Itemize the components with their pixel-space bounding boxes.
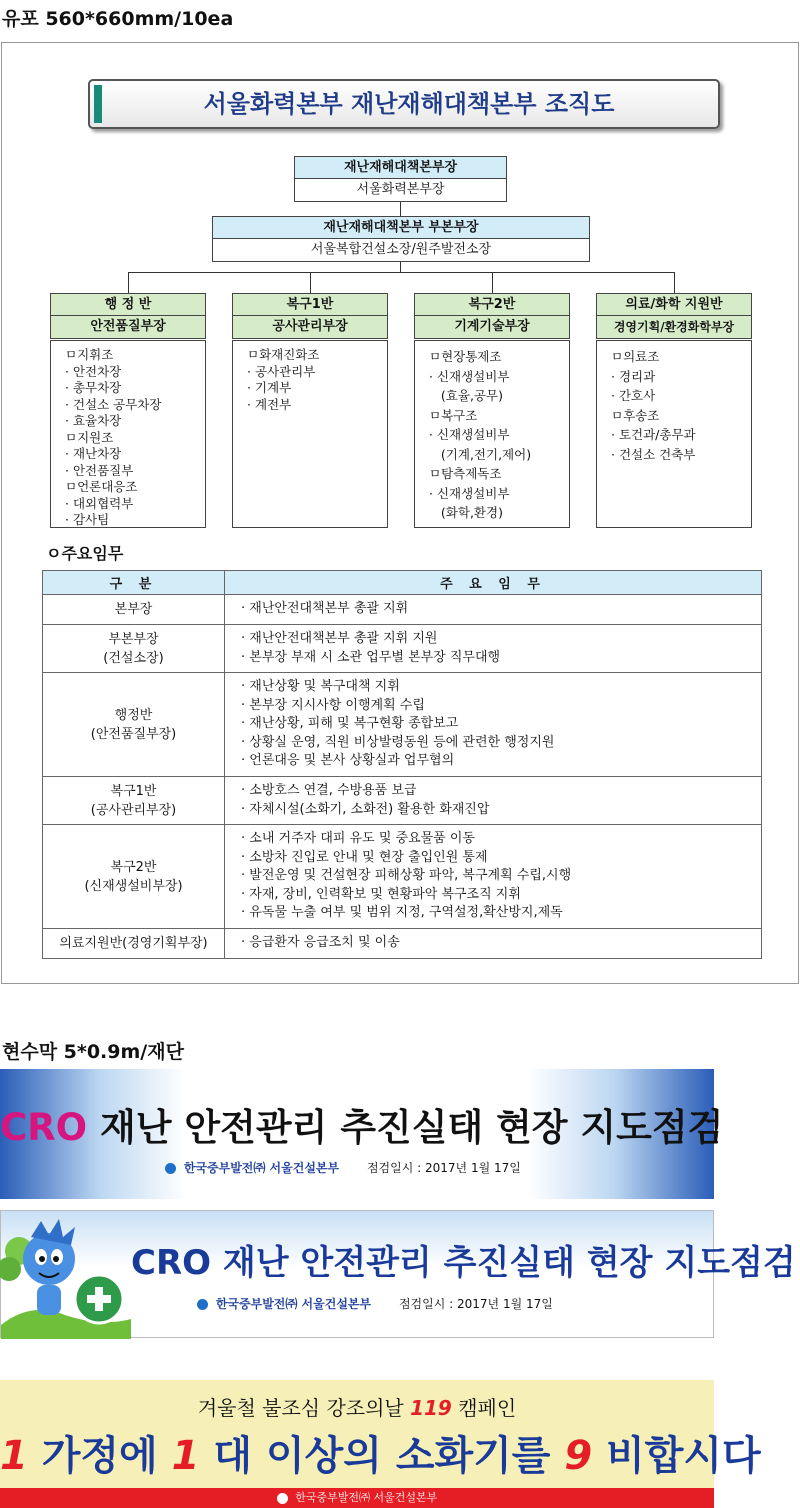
team-box-recovery2 xyxy=(414,293,570,339)
team-dept: 공사관리부장 xyxy=(233,316,387,338)
duty-item: · 상황실 운영, 직원 비상발령동원 등에 관련한 행정지원 xyxy=(241,734,555,750)
duty-item: · 본부장 부재 시 소관 업무별 본부장 직무대행 xyxy=(241,649,501,665)
team-box-recovery1 xyxy=(232,293,388,339)
duty-item: · 유독물 누출 여부 및 범위 지정, 구역설정,확산방지,제독 xyxy=(241,905,563,921)
connector-line xyxy=(310,272,311,293)
table-row xyxy=(43,929,762,959)
brand-name: 한국중부발전㈜ 서울건설본부 xyxy=(295,1491,438,1504)
row-duties xyxy=(225,777,762,825)
team-members-recovery1 xyxy=(232,340,388,528)
list-item: · 재난차장 xyxy=(65,446,122,461)
mascot-illustration xyxy=(1,1215,131,1339)
list-item: ㅁ화재진화조 xyxy=(247,347,320,362)
brand-logo-icon xyxy=(197,1299,208,1310)
team-box-medical xyxy=(596,293,752,339)
list-item: · 건설소 공무차장 xyxy=(65,396,162,412)
row-label-line: 본부장 xyxy=(114,602,153,617)
row-label-line: (신재생설비부장) xyxy=(84,878,183,894)
row-duties xyxy=(225,825,762,929)
team-members-recovery2 xyxy=(414,340,570,528)
list-item: · 간호사 xyxy=(611,388,656,403)
column-header: 구 분 xyxy=(43,571,225,595)
duties-table xyxy=(42,570,762,959)
row-label-line: (안전품질부장) xyxy=(90,726,177,742)
table-header-row xyxy=(43,571,762,595)
duty-item: · 재난상황 및 복구대책 지휘 xyxy=(241,679,400,695)
deputy-title: 재난재해대책본부 부본부장 xyxy=(213,217,589,239)
list-item: ㅁ현장통제조 xyxy=(429,349,502,364)
list-item: (효율,공무) xyxy=(429,388,503,403)
row-label-line: 행정반 xyxy=(114,707,153,723)
banner-footer xyxy=(165,1159,521,1176)
brand-logo-icon xyxy=(165,1163,176,1174)
table-row xyxy=(43,625,762,673)
list-item: · 총무차장 xyxy=(65,380,122,395)
poster-title-box xyxy=(88,79,720,129)
connector-line xyxy=(674,272,675,293)
list-item: · 기계부 xyxy=(247,380,292,395)
row-label-line: (공사관리부장) xyxy=(90,802,177,818)
inspection-date: 점검일시 : 2017년 1월 17일 xyxy=(366,1161,521,1175)
highlight-number: 1 xyxy=(171,1433,200,1479)
headline-part: 가정에 xyxy=(41,1433,158,1479)
poster-title: 서울화력본부 재난재해대책본부 조직도 xyxy=(203,90,615,118)
row-label xyxy=(43,625,225,673)
list-item: ㅁ언론대응조 xyxy=(65,479,138,494)
connector-line xyxy=(400,262,401,272)
banner-headline: CRO 재난 안전관리 추진실태 현장 지도점검 xyxy=(131,1243,796,1283)
brand-name: 한국중부발전㈜ 서울건설본부 xyxy=(215,1297,372,1311)
cro-label: CRO xyxy=(0,1106,88,1149)
table-row xyxy=(43,825,762,929)
brand-logo-icon xyxy=(277,1493,288,1504)
campaign-subtitle xyxy=(0,1392,714,1421)
deputy-box xyxy=(212,216,590,262)
banner-fire-campaign xyxy=(0,1380,761,1508)
brand-name: 한국중부발전㈜ 서울건설본부 xyxy=(183,1161,340,1175)
duty-item: · 재난상황, 피해 및 복구현황 종합보고 xyxy=(241,716,459,732)
list-item: ㅁ복구조 xyxy=(429,407,478,423)
list-item: (화학,환경) xyxy=(429,505,503,520)
list-item: ㅁ지휘조 xyxy=(65,347,114,362)
banner-headline-text: 재난 안전관리 추진실태 현장 지도점검 xyxy=(100,1106,724,1149)
team-dept: 기계기술부장 xyxy=(415,316,569,338)
row-duties xyxy=(225,929,762,959)
team-box-admin xyxy=(50,293,206,339)
duty-item: · 자재, 장비, 인력확보 및 현황파악 복구조직 지휘 xyxy=(241,886,521,902)
table-row xyxy=(43,595,762,625)
list-item: · 토건과/총무과 xyxy=(611,427,696,442)
campaign-subtitle-text: 겨울철 불조심 강조의날 xyxy=(197,1396,404,1420)
deputy-name: 서울복합건설소장/원주발전소장 xyxy=(310,242,492,257)
chief-title: 재난재해대책본부장 xyxy=(295,157,506,179)
duty-item: · 본부장 지시사항 이행계획 수립 xyxy=(241,697,425,713)
row-duties xyxy=(225,673,762,777)
banner-footer xyxy=(197,1295,553,1312)
team-dept: 안전품질부장 xyxy=(51,316,205,338)
row-label-line: 부본부장 xyxy=(108,631,159,647)
duty-item: · 소방호스 연결, 수방용품 보급 xyxy=(241,783,417,798)
campaign-subtitle-suffix: 캠페인 xyxy=(458,1396,517,1420)
highlight-number: 9 xyxy=(564,1433,593,1479)
list-item: · 신재생설비부 xyxy=(429,427,510,442)
connector-line xyxy=(492,272,493,293)
row-label xyxy=(43,673,225,777)
list-item: ㅁ의료조 xyxy=(611,349,660,364)
list-item: ㅁ후송조 xyxy=(611,407,660,423)
safety-emblem-text xyxy=(2,1212,3,1213)
row-label xyxy=(43,595,225,625)
team-members-admin xyxy=(50,340,206,528)
team-title: 복구2반 xyxy=(415,294,569,316)
team-title: 행 정 반 xyxy=(51,294,205,316)
duty-item: · 자체시설(소화기, 소화전) 활용한 화재진압 xyxy=(241,801,490,817)
list-item: ㅁ지원조 xyxy=(65,429,114,445)
119-logo: 119 xyxy=(410,1396,452,1420)
list-item: · 신재생설비부 xyxy=(429,485,510,501)
list-item: · 효율차장 xyxy=(65,413,122,428)
list-item: ㅁ탐측제독조 xyxy=(429,466,502,481)
section-heading-poster: 유포 560*660mm/10ea xyxy=(2,8,234,30)
row-label-line: 복구1반 xyxy=(110,783,157,799)
section-heading-banner: 현수막 5*0.9m/재단 xyxy=(2,1041,184,1063)
row-label-line: 의료지원반(경영기획부장) xyxy=(59,936,208,951)
highlight-number: 1 xyxy=(0,1433,28,1479)
duty-item: · 발전운영 및 건설현장 피해상황 파악, 복구계획 수립,시행 xyxy=(241,868,572,884)
team-title: 의료/화학 지원반 xyxy=(597,294,751,316)
row-duties xyxy=(225,625,762,673)
list-item: · 계전부 xyxy=(247,396,292,412)
list-item: · 안전차장 xyxy=(65,363,122,379)
list-item: · 대외협력부 xyxy=(65,495,134,511)
team-title: 복구1반 xyxy=(233,294,387,316)
duty-item: · 재난안전대책본부 총괄 지휘 지원 xyxy=(241,631,438,646)
row-label xyxy=(43,825,225,929)
banner-headline xyxy=(0,1097,724,1151)
duty-item: · 응급환자 응급조치 및 이송 xyxy=(241,935,400,951)
headline-part: 비합시다 xyxy=(606,1433,761,1479)
table-row xyxy=(43,673,762,777)
list-item: · 감사팀 xyxy=(65,512,110,527)
chief-box xyxy=(294,156,507,202)
list-item: · 건설소 건축부 xyxy=(611,446,696,462)
row-label-line: 복구2반 xyxy=(110,859,157,875)
duty-item: · 재난안전대책본부 총괄 지휘 xyxy=(241,601,409,617)
connector-line xyxy=(128,272,674,273)
chief-name: 서울화력본부장 xyxy=(356,182,445,197)
duty-item: · 소내 거주자 대피 유도 및 중요물품 이동 xyxy=(241,831,475,847)
campaign-footer xyxy=(0,1488,714,1508)
row-duties xyxy=(225,595,762,625)
team-members-medical xyxy=(596,340,752,528)
row-label xyxy=(43,777,225,825)
list-item: (기계,전기,제어) xyxy=(429,446,532,462)
column-header: 주 요 임 무 xyxy=(225,571,762,595)
team-dept: 경영기획/환경화학부장 xyxy=(597,316,751,338)
campaign-headline xyxy=(0,1424,761,1481)
list-item: · 신재생설비부 xyxy=(429,368,510,384)
duties-title: ㅇ주요임무 xyxy=(46,544,124,563)
inspection-date: 점검일시 : 2017년 1월 17일 xyxy=(398,1297,553,1311)
duty-item: · 소방차 진입로 안내 및 현장 출입인원 통제 xyxy=(241,849,488,865)
row-label-line: (건설소장) xyxy=(103,650,164,666)
list-item: · 경리과 xyxy=(611,368,656,384)
connector-line xyxy=(400,202,401,216)
headline-part: 대 이상의 소화기를 xyxy=(213,1433,551,1479)
org-chart-poster xyxy=(1,42,799,984)
table-row xyxy=(43,777,762,825)
title-accent-bar xyxy=(94,85,102,123)
row-label xyxy=(43,929,225,959)
list-item: · 공사관리부 xyxy=(247,363,316,379)
banner-inspection-2 xyxy=(0,1210,796,1338)
banner-inspection-1 xyxy=(0,1069,724,1199)
list-item: · 안전품질부 xyxy=(65,462,134,478)
duty-item: · 언론대응 및 본사 상황실과 업무협의 xyxy=(241,753,455,769)
connector-line xyxy=(128,272,129,293)
